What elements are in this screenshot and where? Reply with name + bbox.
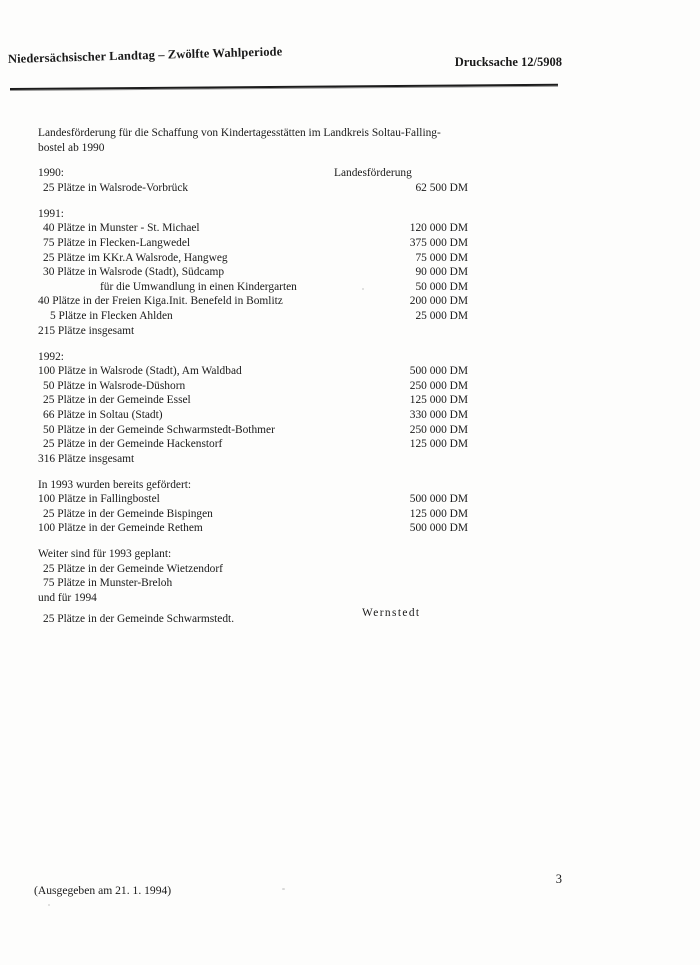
document-body xyxy=(38,126,468,627)
row-label: 40 Plätze in Munster - St. Michael xyxy=(43,222,200,235)
table-row xyxy=(38,364,468,379)
table-row xyxy=(38,236,468,251)
row-label: 25 Plätze in der Gemeinde Schwarmstedt. xyxy=(43,613,235,626)
table-row xyxy=(38,393,468,408)
row-amount: 125 000 DM xyxy=(409,394,468,407)
table-row xyxy=(38,576,468,591)
section-heading xyxy=(38,547,468,562)
table-row xyxy=(38,562,468,577)
row-amount: 250 000 DM xyxy=(409,379,468,392)
row-label: 25 Plätze in Walsrode-Vorbrück xyxy=(43,182,189,195)
row-label: für die Umwandlung in einen Kindergarten xyxy=(100,280,297,293)
year-heading xyxy=(38,207,468,222)
row-amount: 75 000 DM xyxy=(415,251,468,264)
table-row xyxy=(38,423,468,438)
row-amount: 500 000 DM xyxy=(409,493,468,506)
row-label: 75 Plätze in Munster-Breloh xyxy=(43,577,173,590)
row-label: 40 Plätze in der Freien Kiga.Init. Benefeld in Bomlitz xyxy=(38,295,283,308)
row-label: 25 Plätze in der Gemeinde Bispingen xyxy=(43,507,213,520)
table-row xyxy=(38,521,468,536)
row-label: 25 Plätze in der Gemeinde Essel xyxy=(43,394,191,407)
row-label: 25 Plätze in der Gemeinde Hackenstorf xyxy=(43,438,223,451)
table-row xyxy=(38,265,468,280)
issue-date-note: (Ausgegeben am 21. 1. 1994) xyxy=(34,884,172,897)
table-row xyxy=(38,437,468,452)
row-amount: 120 000 DM xyxy=(409,222,468,235)
row-amount: 90 000 DM xyxy=(415,266,468,279)
group-1990 xyxy=(38,166,468,196)
table-row xyxy=(38,507,468,522)
row-label: 100 Plätze in Fallingbostel xyxy=(38,493,160,506)
year-label-1992: 1992: xyxy=(38,350,64,363)
row-amount: 375 000 DM xyxy=(409,236,468,249)
section-footer xyxy=(38,591,468,606)
column-header-funding: Landesförderung xyxy=(334,167,412,180)
signature: Wernstedt xyxy=(362,607,421,619)
group-1992 xyxy=(38,350,468,467)
intro-line-1: Landesförderung für die Schaffung von Kindertagesstätten im Landkreis Soltau-Falling- xyxy=(38,127,441,139)
table-row xyxy=(38,280,468,295)
table-row xyxy=(38,408,468,423)
row-label: 75 Plätze in Flecken-Langwedel xyxy=(43,236,191,249)
table-row xyxy=(38,251,468,266)
year-label-1991: 1991: xyxy=(38,207,64,220)
page-number: 3 xyxy=(555,872,562,886)
scan-speck xyxy=(48,904,50,906)
header-document-number: Drucksache 12/5908 xyxy=(454,55,562,69)
total-label: 215 Plätze insgesamt xyxy=(38,324,135,337)
intro-line-2: bostel ab 1990 xyxy=(38,141,105,154)
section-heading-label: Weiter sind für 1993 geplant: xyxy=(38,548,172,561)
year-label-1990: 1990: xyxy=(38,167,64,180)
table-row xyxy=(38,294,468,309)
row-amount: 500 000 DM xyxy=(409,522,468,535)
group-1991 xyxy=(38,207,468,339)
row-label: 25 Plätze in der Gemeinde Wietzendorf xyxy=(43,562,223,575)
row-label: 100 Plätze in der Gemeinde Rethem xyxy=(38,522,203,535)
total-label: 316 Plätze insgesamt xyxy=(38,452,135,465)
row-label: 100 Plätze in Walsrode (Stadt), Am Waldbad xyxy=(38,365,242,378)
row-amount: 25 000 DM xyxy=(415,309,468,322)
intro-paragraph xyxy=(38,126,458,155)
row-label: 25 Plätze im KKr.A Walsrode, Hangweg xyxy=(43,251,228,264)
header-parliament-label: Niedersächsischer Landtag – Zwölfte Wahlperiode xyxy=(7,44,283,66)
section-heading-label: In 1993 wurden bereits gefördert: xyxy=(38,478,192,491)
row-amount: 200 000 DM xyxy=(409,295,468,308)
table-row xyxy=(38,181,468,196)
row-amount: 50 000 DM xyxy=(415,280,468,293)
table-row xyxy=(38,379,468,394)
row-label: 66 Plätze in Soltau (Stadt) xyxy=(43,408,163,421)
scan-speck xyxy=(282,888,285,890)
group-total xyxy=(38,452,468,467)
header-divider xyxy=(10,84,558,90)
row-amount: 125 000 DM xyxy=(409,507,468,520)
row-amount: 250 000 DM xyxy=(409,423,468,436)
group-1993-funded xyxy=(38,478,468,536)
table-row xyxy=(38,492,468,507)
year-heading xyxy=(38,350,468,365)
section-footer-label: und für 1994 xyxy=(38,591,97,604)
row-amount: 500 000 DM xyxy=(409,365,468,378)
table-row xyxy=(38,309,468,324)
row-label: 50 Plätze in Walsrode-Düshorn xyxy=(43,379,186,392)
row-amount: 62 500 DM xyxy=(415,182,468,195)
row-amount: 125 000 DM xyxy=(409,438,468,451)
page-header xyxy=(7,44,670,76)
row-label: 30 Plätze in Walsrode (Stadt), Südcamp xyxy=(43,266,225,279)
section-heading xyxy=(38,478,468,493)
row-label: 50 Plätze in der Gemeinde Schwarmstedt-Bothmer xyxy=(43,423,275,436)
row-amount: 330 000 DM xyxy=(409,408,468,421)
scan-speck xyxy=(362,288,364,290)
column-header-row xyxy=(38,166,468,181)
table-row xyxy=(38,221,468,236)
row-label: 5 Plätze in Flecken Ahlden xyxy=(50,309,173,322)
group-total xyxy=(38,324,468,339)
